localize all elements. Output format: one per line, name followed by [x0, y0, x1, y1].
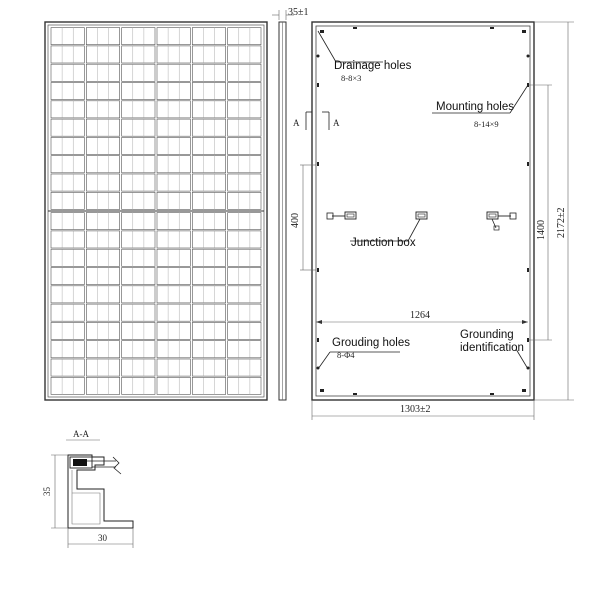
grounding-spec: 8-Φ4 — [337, 350, 355, 360]
solar-cell — [228, 286, 261, 303]
drainage-hole — [522, 30, 526, 33]
solar-cell — [157, 341, 190, 358]
solar-cell — [122, 192, 155, 209]
solar-cell — [228, 101, 261, 118]
mounting-hole — [317, 83, 319, 87]
solar-cell — [157, 101, 190, 118]
solar-cell — [86, 174, 119, 191]
drainage-hole — [320, 389, 324, 392]
solar-cell — [157, 83, 190, 100]
solar-cell — [192, 46, 225, 63]
mounting-hole — [317, 162, 319, 166]
solar-cell — [192, 341, 225, 358]
solar-cell — [192, 213, 225, 230]
solar-cell — [122, 119, 155, 136]
solar-cell — [51, 192, 84, 209]
solar-cell — [228, 231, 261, 248]
solar-cell — [51, 101, 84, 118]
mounting-hole — [527, 162, 529, 166]
solar-cell — [192, 304, 225, 321]
side-thickness-label: 35±1 — [288, 7, 309, 18]
solar-cell — [51, 174, 84, 191]
solar-cell — [86, 231, 119, 248]
solar-cell — [51, 268, 84, 285]
dim-400-label: 400 — [290, 213, 301, 228]
section-marker-right: A — [333, 118, 340, 128]
mounting-hole — [317, 268, 319, 272]
solar-cell — [157, 213, 190, 230]
solar-cell — [86, 268, 119, 285]
solar-cell — [192, 377, 225, 394]
solar-cell — [51, 137, 84, 154]
solar-cell — [157, 174, 190, 191]
solar-cell — [51, 341, 84, 358]
solar-cell — [192, 28, 225, 45]
front-view — [45, 22, 267, 400]
solar-cell — [86, 359, 119, 376]
solar-cell — [192, 64, 225, 81]
solar-cell — [122, 174, 155, 191]
mounting-hole — [527, 268, 529, 272]
dim-2172 — [534, 22, 574, 400]
solar-cell — [122, 231, 155, 248]
solar-cell — [157, 156, 190, 173]
solar-cell — [122, 249, 155, 266]
solar-cell — [86, 156, 119, 173]
solar-cell — [51, 377, 84, 394]
solar-cell — [86, 83, 119, 100]
junction-label: Junction box — [351, 237, 416, 249]
solar-cell — [228, 249, 261, 266]
grounding-label: Grouding holes — [332, 337, 410, 349]
solar-cell — [86, 64, 119, 81]
section-title: A-A — [73, 429, 89, 439]
solar-cell — [51, 359, 84, 376]
solar-cell — [122, 137, 155, 154]
drainage-hole — [353, 27, 357, 29]
drainage-spec: 8-8×3 — [341, 73, 362, 83]
solar-cell — [51, 286, 84, 303]
solar-cell — [86, 101, 119, 118]
solar-cell — [192, 174, 225, 191]
solar-cell — [51, 46, 84, 63]
dim-2172-label: 2172±2 — [556, 207, 567, 238]
solar-cell — [86, 119, 119, 136]
dim-1303 — [312, 400, 534, 420]
solar-cell — [228, 83, 261, 100]
mounting-hole — [317, 338, 319, 342]
solar-cell — [86, 192, 119, 209]
solar-cell — [86, 286, 119, 303]
grounding-id-line2: identification — [460, 342, 524, 354]
solar-cell — [157, 249, 190, 266]
solar-cell — [122, 359, 155, 376]
section-height-label: 35 — [42, 487, 52, 496]
drainage-hole — [490, 393, 494, 395]
solar-cell — [122, 213, 155, 230]
solar-cell — [51, 83, 84, 100]
dim-1264-label: 1264 — [410, 310, 430, 321]
solar-cell — [51, 304, 84, 321]
section-view — [42, 429, 133, 548]
dim-1303-label: 1303±2 — [400, 404, 431, 415]
grounding-hole — [527, 55, 530, 58]
solar-cell — [86, 341, 119, 358]
drainage-hole — [522, 389, 526, 392]
dim-1400-label: 1400 — [536, 220, 547, 240]
solar-cell — [122, 83, 155, 100]
solar-cell — [228, 213, 261, 230]
solar-cell — [86, 377, 119, 394]
solar-cell — [228, 192, 261, 209]
solar-cell — [51, 213, 84, 230]
solar-cell — [51, 249, 84, 266]
solar-cell — [192, 359, 225, 376]
mounting-spec: 8-14×9 — [474, 119, 499, 129]
solar-cell — [157, 359, 190, 376]
grounding-hole — [317, 55, 320, 58]
solar-cell — [157, 322, 190, 339]
solar-cell — [228, 174, 261, 191]
solar-cell — [122, 156, 155, 173]
solar-cell — [122, 341, 155, 358]
solar-cell — [228, 304, 261, 321]
solar-cell — [51, 156, 84, 173]
drainage-hole — [320, 30, 324, 33]
solar-cell — [122, 322, 155, 339]
solar-cell — [228, 137, 261, 154]
solar-cell — [192, 322, 225, 339]
solar-cell — [192, 249, 225, 266]
solar-cell — [86, 322, 119, 339]
solar-cell — [228, 46, 261, 63]
solar-cell — [86, 137, 119, 154]
section-marker-left: A — [293, 118, 300, 128]
grounding-id-line1: Grounding — [460, 329, 514, 341]
mounting-hole — [527, 338, 529, 342]
junction-box-center — [416, 212, 427, 219]
break-line — [113, 457, 121, 474]
solar-cell — [157, 46, 190, 63]
drainage-hole — [353, 393, 357, 395]
solar-cell — [228, 322, 261, 339]
back-view — [290, 22, 574, 420]
solar-cell — [157, 231, 190, 248]
solar-cell — [86, 213, 119, 230]
solar-cell — [122, 304, 155, 321]
solar-cell — [122, 64, 155, 81]
solar-cell — [51, 119, 84, 136]
solar-cell — [51, 64, 84, 81]
solar-cell — [192, 286, 225, 303]
solar-cell — [157, 28, 190, 45]
solar-cell — [157, 377, 190, 394]
solar-cell — [192, 101, 225, 118]
solar-cell — [122, 268, 155, 285]
solar-cell — [122, 101, 155, 118]
solar-cell — [192, 119, 225, 136]
solar-cell — [157, 286, 190, 303]
solar-cell — [51, 231, 84, 248]
solar-cell — [51, 322, 84, 339]
solar-cell — [122, 377, 155, 394]
solar-cell — [228, 156, 261, 173]
solar-cell — [228, 119, 261, 136]
solar-cell — [86, 28, 119, 45]
solar-cell — [192, 231, 225, 248]
solar-cell — [122, 286, 155, 303]
solar-cell — [51, 28, 84, 45]
solar-cell — [228, 377, 261, 394]
solar-cell — [228, 341, 261, 358]
solar-cell — [192, 156, 225, 173]
solar-cell — [86, 249, 119, 266]
solar-cell — [192, 268, 225, 285]
solar-cell — [86, 46, 119, 63]
solar-cell — [157, 64, 190, 81]
section-width-label: 30 — [98, 533, 107, 543]
solar-cell — [157, 137, 190, 154]
solar-cell — [157, 268, 190, 285]
solar-cell — [228, 359, 261, 376]
solar-cell — [192, 137, 225, 154]
solar-cell — [157, 192, 190, 209]
solar-cell — [192, 83, 225, 100]
solar-cell — [157, 304, 190, 321]
solar-cell — [228, 64, 261, 81]
solar-cell — [157, 119, 190, 136]
drainage-label: Drainage holes — [334, 60, 412, 72]
solar-cell — [192, 192, 225, 209]
solar-cell — [86, 304, 119, 321]
mounting-label: Mounting holes — [436, 101, 514, 113]
solar-cell — [228, 268, 261, 285]
drainage-hole — [490, 27, 494, 29]
solar-cell — [122, 28, 155, 45]
solar-cell — [122, 46, 155, 63]
solar-cell — [228, 28, 261, 45]
glass-edge — [73, 459, 87, 466]
